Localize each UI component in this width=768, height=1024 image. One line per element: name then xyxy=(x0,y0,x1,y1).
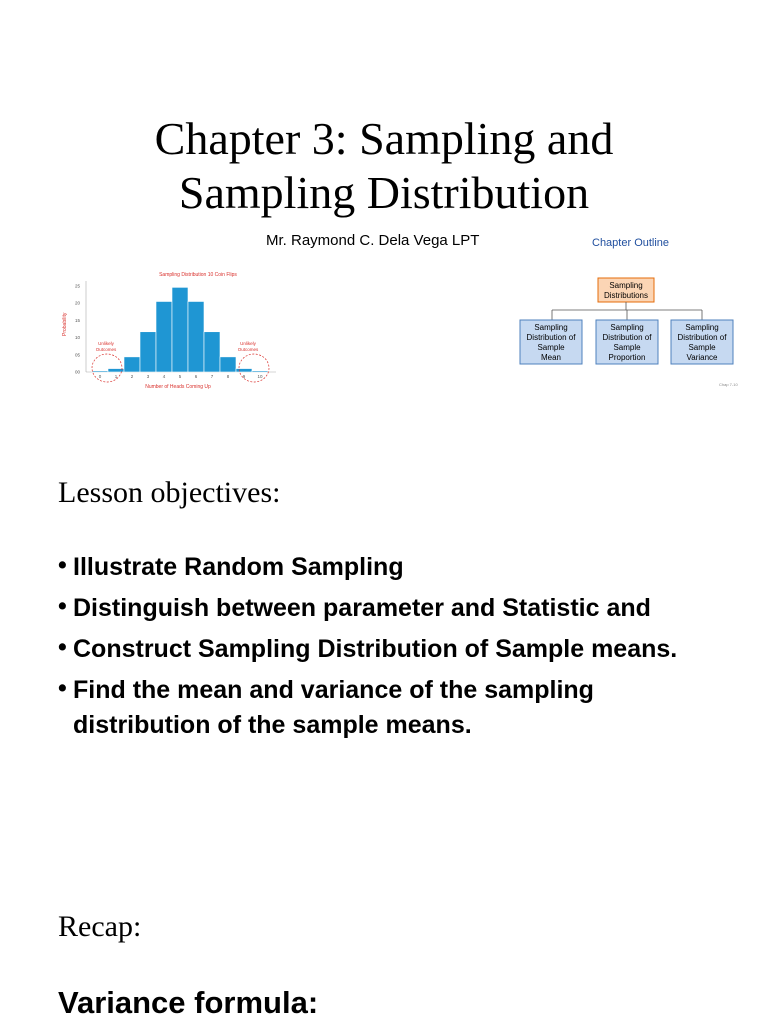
histogram-title: Sampling Distribution 10 Coin Flips xyxy=(159,272,237,278)
histogram-bar xyxy=(124,357,140,372)
y-tick-label: 25 xyxy=(74,283,80,289)
bullet: • xyxy=(58,592,67,620)
histogram-xlabel: Number of Heads Coming Up xyxy=(145,384,211,390)
outline-proportion-line-4: Proportion xyxy=(608,353,646,362)
y-tick-label: 10 xyxy=(74,335,80,341)
x-tick-label: 8 xyxy=(226,374,230,379)
outline-mean-line-3: Sample xyxy=(537,343,565,352)
x-tick-label: 9 xyxy=(242,374,246,379)
outline-mean-line-2: Distribution of xyxy=(526,333,576,342)
outline-variance-line-2: Distribution of xyxy=(677,333,727,342)
outline-footer: Chap 7-10 xyxy=(719,382,738,387)
histogram-bar xyxy=(236,369,252,372)
left-outlier-circle xyxy=(92,354,122,382)
objectives-heading: Lesson objectives: xyxy=(58,476,281,509)
histogram-bar xyxy=(172,287,188,372)
histogram-bar xyxy=(92,371,108,372)
objective-text: Distinguish between parameter and Statistic and xyxy=(73,594,651,622)
x-tick-label: 6 xyxy=(194,374,198,379)
objective-text: Construct Sampling Distribution of Sample means. xyxy=(73,635,678,663)
chapter-outline-diagram xyxy=(512,226,738,392)
objectives-list xyxy=(58,550,698,749)
objective-text: Illustrate Random Sampling xyxy=(73,553,404,581)
outline-proportion-line-3: Sample xyxy=(613,343,641,352)
right-note-2: Outcomes xyxy=(237,347,259,352)
sampling-histogram xyxy=(58,266,284,392)
objective-text: Find the mean and variance of the sampling distribution of the sample means. xyxy=(73,676,594,739)
y-tick-label: 05 xyxy=(74,352,80,358)
outline-variance-line-1: Sampling xyxy=(685,323,719,332)
histogram-bar xyxy=(252,371,268,372)
y-tick-label: 15 xyxy=(74,317,80,323)
objective-item xyxy=(58,632,698,667)
x-tick-label: 4 xyxy=(162,374,166,379)
objective-item xyxy=(58,550,698,585)
y-tick-label: 00 xyxy=(74,369,80,375)
histogram-bar xyxy=(140,332,156,372)
left-note-2: Outcomes xyxy=(95,347,117,352)
variance-formula-heading: Variance formula: xyxy=(58,985,319,1020)
bullet: • xyxy=(58,674,67,702)
histogram-bar xyxy=(220,357,236,372)
left-note-1: Unlikely xyxy=(98,341,114,346)
outline-top-line-2: Distributions xyxy=(603,291,649,300)
histogram-bar xyxy=(204,332,220,372)
histogram-bar xyxy=(156,301,172,372)
objective-item xyxy=(58,673,698,743)
outline-proportion-line-1: Sampling xyxy=(610,323,644,332)
right-note-1: Unlikely xyxy=(240,341,256,346)
title-line-2: Sampling Distribution xyxy=(178,167,590,218)
outline-proportion-line-2: Distribution of xyxy=(602,333,652,342)
author-name: Mr. Raymond C. Dela Vega LPT xyxy=(266,232,480,249)
bullet: • xyxy=(58,551,67,579)
histogram-ylabel: Probability xyxy=(62,312,68,336)
x-tick-label: 0 xyxy=(98,374,102,379)
x-tick-label: 1 xyxy=(114,374,118,379)
title-line-1: Chapter 3: Sampling and xyxy=(154,113,614,164)
bullet: • xyxy=(58,633,67,661)
recap-heading: Recap: xyxy=(58,910,142,943)
objective-item xyxy=(58,591,698,626)
x-tick-label: 2 xyxy=(130,374,134,379)
x-tick-label: 7 xyxy=(210,374,214,379)
outline-variance-line-4: Variance xyxy=(686,353,718,362)
slide-title xyxy=(0,112,768,220)
x-tick-label: 5 xyxy=(178,374,182,379)
y-tick-label: 20 xyxy=(74,300,80,306)
histogram-bar xyxy=(188,301,204,372)
outline-top-line-1: Sampling xyxy=(609,281,643,290)
outline-mean-line-4: Mean xyxy=(540,353,562,362)
x-tick-label: 3 xyxy=(146,374,150,379)
outline-title: Chapter Outline xyxy=(592,237,670,249)
x-tick-label: 10 xyxy=(257,374,263,379)
outline-variance-line-3: Sample xyxy=(688,343,716,352)
outline-mean-line-1: Sampling xyxy=(534,323,568,332)
